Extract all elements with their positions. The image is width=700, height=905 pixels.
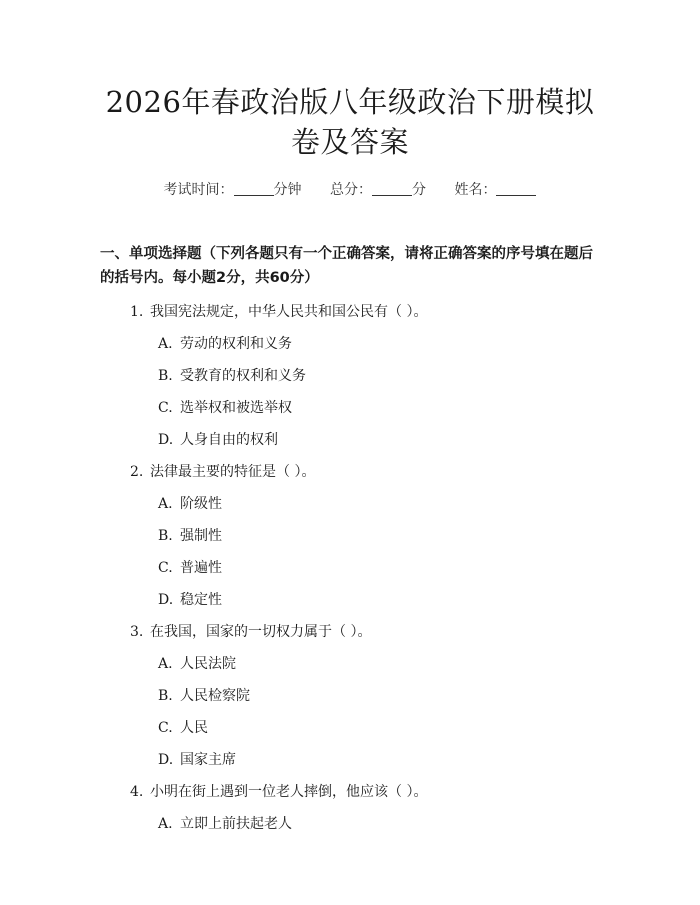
section-heading: 一、单项选择题（下列各题只有一个正确答案，请将正确答案的序号填在题后的括号内。每小题2分，共60分） [100,246,593,286]
question-item [130,782,600,802]
option-text: 人民法院 [180,656,236,672]
question-number: 4. [130,784,144,800]
option-text: 人身自由的权利 [180,432,278,448]
option-text: 立即上前扶起老人 [180,816,292,832]
question-number: 3. [130,624,144,640]
option-letter: C. [158,560,173,576]
option-letter: A. [158,816,173,832]
meta-field-time [164,180,302,200]
meta-suffix: 分 [412,182,426,198]
option-letter: B. [158,368,173,384]
option-item [158,590,600,610]
option-list [130,494,600,610]
question-number: 2. [130,464,144,480]
option-item [158,526,600,546]
question-item [130,462,600,482]
option-letter: C. [158,400,173,416]
meta-suffix: 分钟 [273,182,302,198]
option-text: 选举权和被选举权 [180,400,292,416]
option-letter: D. [158,752,174,768]
question-text: 法律最主要的特征是（ ）。 [150,464,316,480]
question-list [100,302,600,834]
option-item [158,718,600,738]
score-blank [372,181,412,196]
meta-field-name [454,180,536,200]
name-blank [496,181,536,196]
meta-field-score [330,180,426,200]
option-item [158,686,600,706]
option-text: 阶级性 [180,496,222,512]
option-item [158,654,600,674]
option-item [158,430,600,450]
option-item [158,366,600,386]
option-text: 国家主席 [180,752,236,768]
option-list [130,334,600,450]
option-letter: A. [158,656,173,672]
meta-label: 考试时间： [163,182,234,198]
option-text: 受教育的权利和义务 [180,368,306,384]
option-letter: D. [158,432,174,448]
option-letter: B. [158,688,173,704]
option-text: 普遍性 [180,560,222,576]
option-item [158,750,600,770]
meta-label: 姓名： [454,182,497,198]
question-number: 1. [130,304,144,320]
option-text: 劳动的权利和义务 [180,336,292,352]
option-list [130,814,600,834]
question-item [130,302,600,322]
option-text: 人民 [180,720,208,736]
question-text: 在我国，国家的一切权力属于（ ）。 [150,624,372,640]
option-text: 强制性 [180,528,222,544]
option-text: 稳定性 [180,592,222,608]
option-letter: B. [158,528,173,544]
time-blank [234,181,274,196]
exam-meta [100,180,600,200]
option-item [158,558,600,578]
option-letter: C. [158,720,173,736]
option-item [158,494,600,514]
option-list [130,654,600,770]
page-title: 2026年春政治版八年级政治下册模拟卷及答案 [105,85,595,159]
option-letter: A. [158,496,173,512]
question-text: 小明在街上遇到一位老人摔倒，他应该（ ）。 [150,784,428,800]
option-item [158,334,600,354]
option-letter: D. [158,592,174,608]
question-text: 我国宪法规定，中华人民共和国公民有（ ）。 [150,304,428,320]
option-letter: A. [158,336,173,352]
option-item [158,814,600,834]
option-item [158,398,600,418]
question-item [130,622,600,642]
option-text: 人民检察院 [180,688,250,704]
meta-label: 总分： [330,182,372,198]
